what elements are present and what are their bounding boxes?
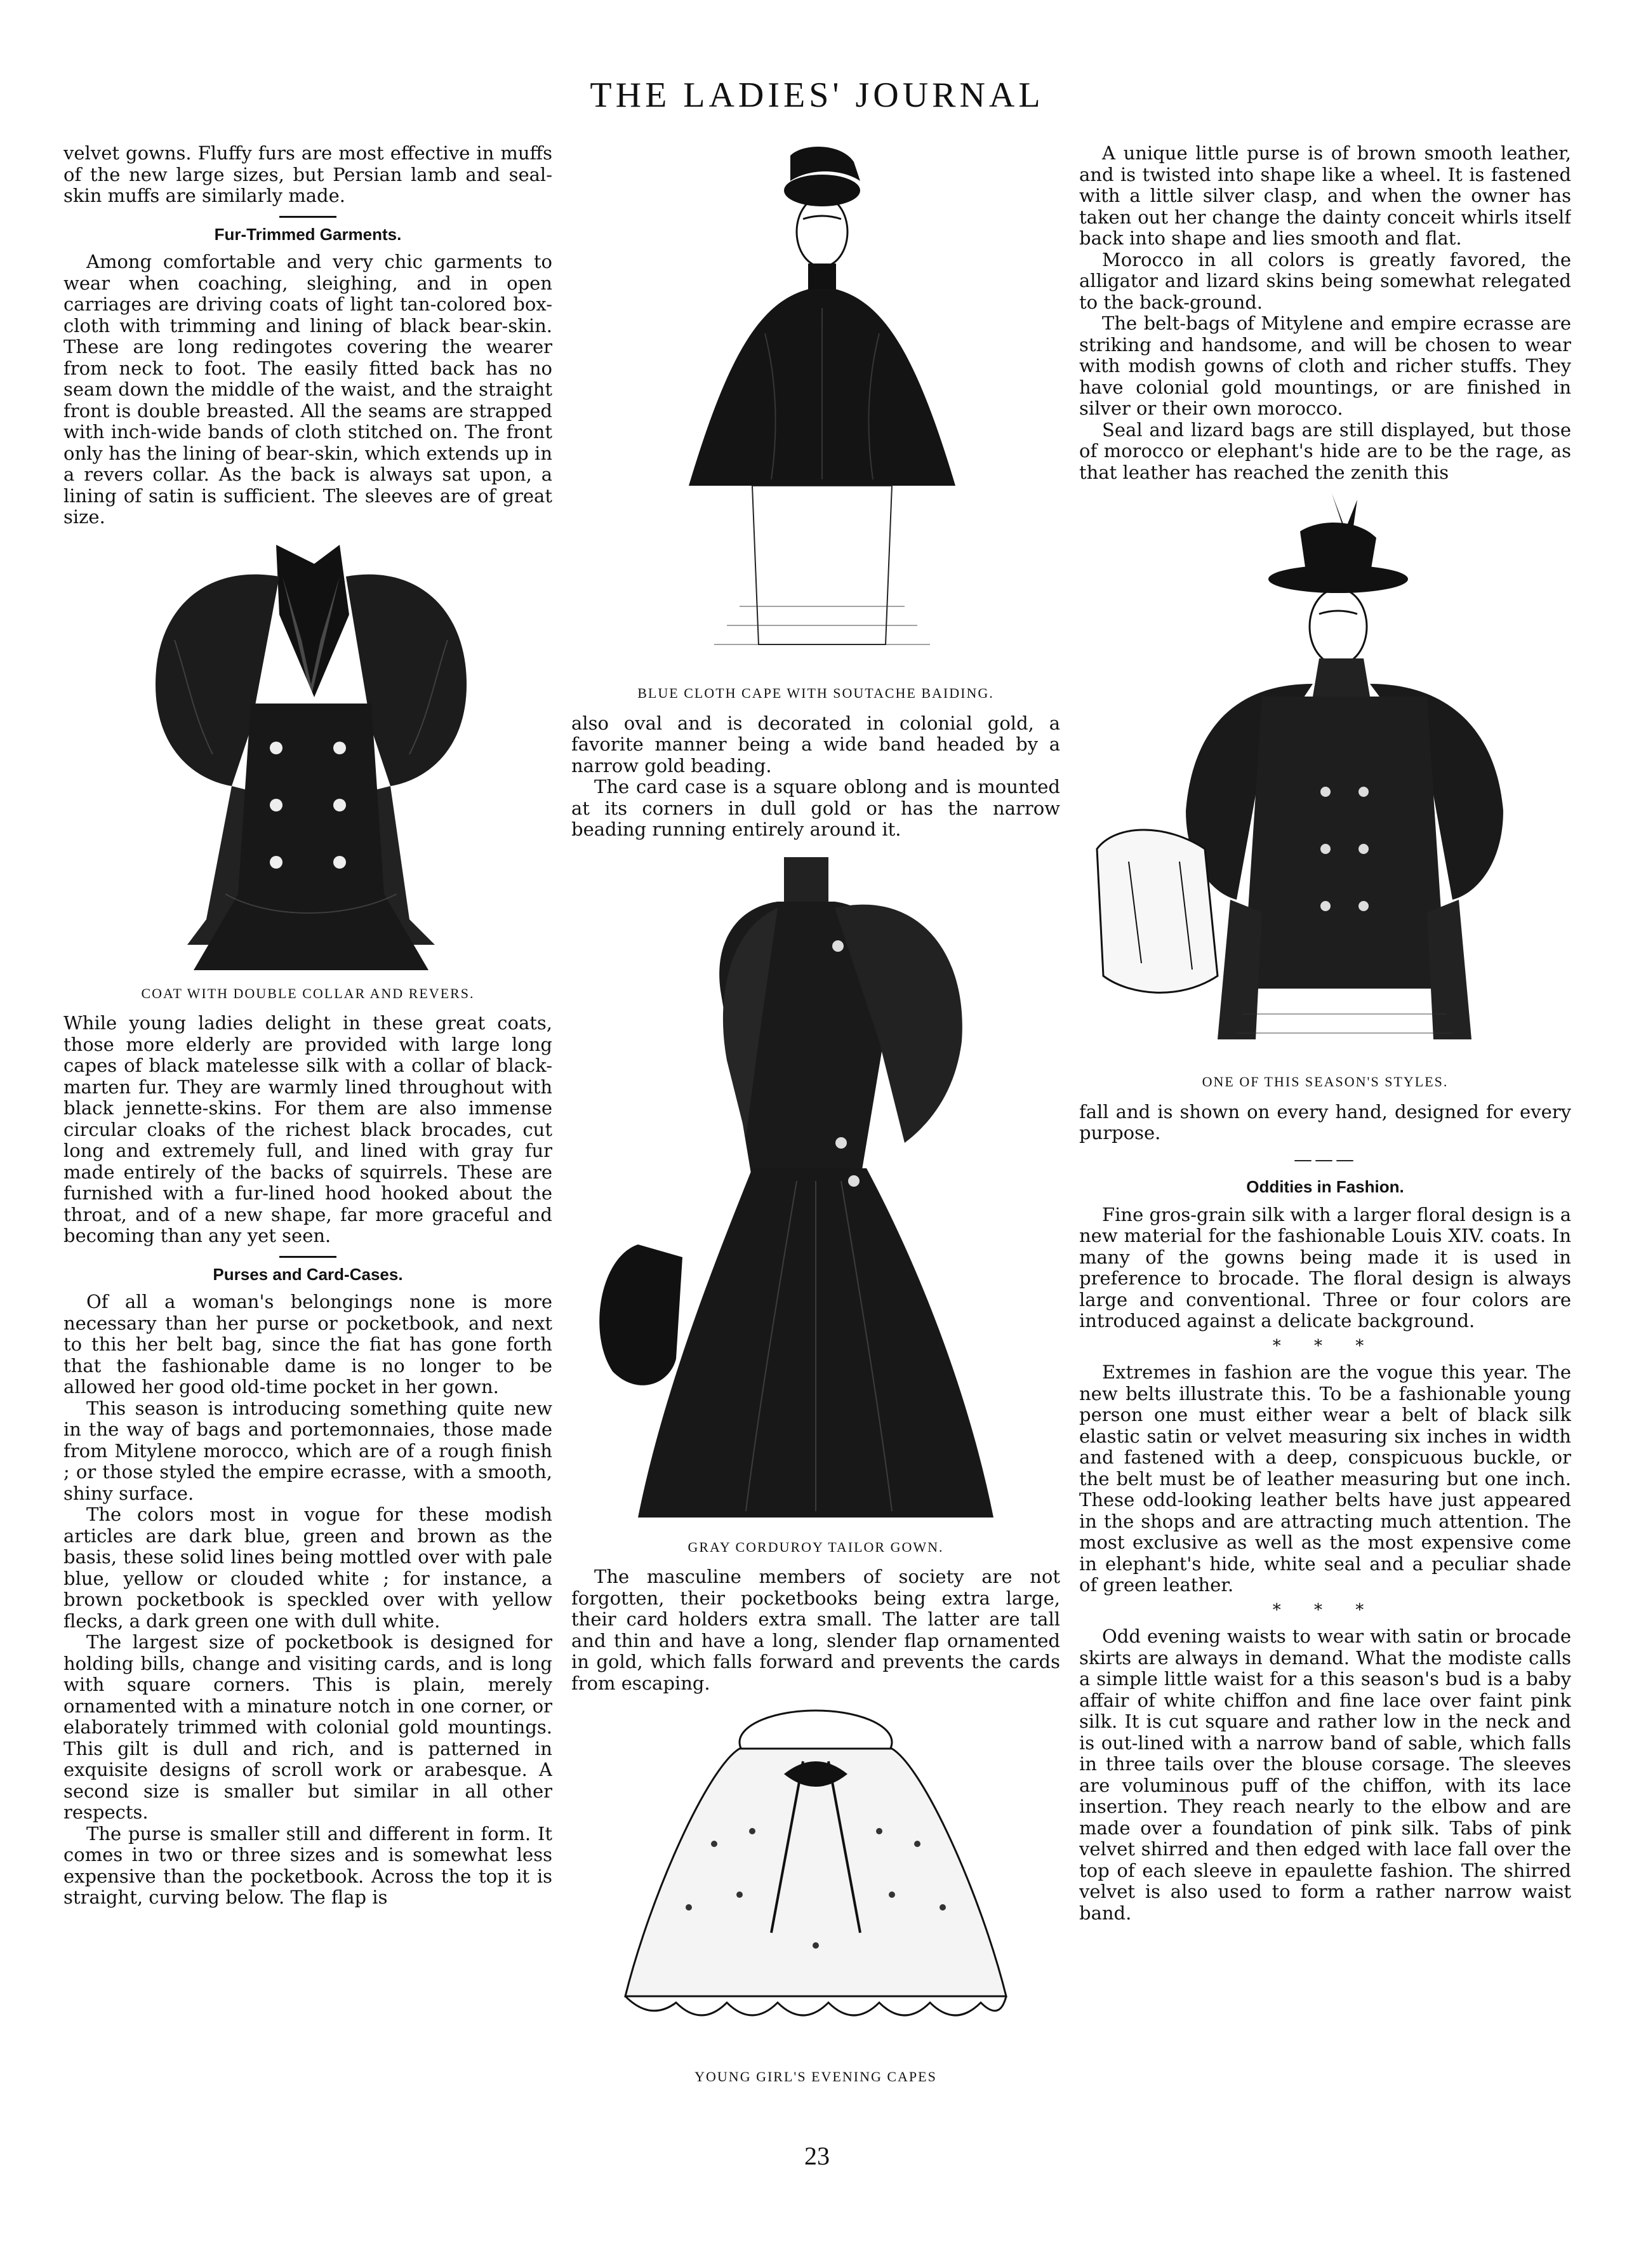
figure-caption: YOUNG GIRL'S EVENING CAPES: [694, 2069, 937, 2085]
evening-cape-illustration: [613, 1704, 1019, 2060]
coat-illustration: [130, 538, 486, 977]
paragraph: also oval and is decorated in colonial gold, a favorite manner being a wide band headed by a narrow gold beading.: [571, 712, 1060, 777]
illustration-cape: [571, 143, 1060, 704]
illustration-evening-cape: [571, 1704, 1060, 2088]
paragraph: Extremes in fashion are the vogue this year. The new belts illustrate this. To be a fashionable young person one must either wear a belt of black silk elastic satin or velvet measuring six inches in width and fastened with a deep, conspicuous buckle, or the belt must be of leather measuring but one inch. These odd-looking leather belts have just appeared in the shops and are attracting much attention. The most exclusive as well as the most expensive come in elephant's hide, white seal and a peculiar shade of green leather.: [1079, 1361, 1571, 1596]
paragraph: The largest size of pocketbook is designed for holding bills, change and visiting cards, and is long with square corners. This is plain, merely ornamented with a minature notch in one corner, or elaborately trimmed with colonial gold mountings. This gilt is dull and rich, and is patterned in exquisite designs of scroll work or arabesque. A second size is smaller but similar in all other respects.: [63, 1631, 552, 1823]
cape-illustration: [651, 143, 981, 676]
paragraph: The card case is a square oblong and is mounted at its corners in dull gold or has the narrow beading running entirely around it.: [571, 776, 1060, 840]
gown-illustration: [587, 851, 1044, 1530]
paragraph: A unique little purse is of brown smooth leather, and is twisted into shape like a wheel. It is fastened with a little silver clasp, and when the owner has taken out her change the dainty conceit whirls itself back into shape and lies smooth and flat.: [1079, 143, 1571, 249]
dash-ornament: ———: [1294, 1148, 1357, 1170]
illustration-coat: [63, 538, 552, 1004]
divider: [279, 216, 336, 218]
paragraph: fall and is shown on every hand, designed for every purpose.: [1079, 1100, 1571, 1144]
paragraph: The masculine members of society are not forgotten, their pocketbooks being extra large, their card holders extra small. The latter are tall and thin and have a long, slender flap ornamented in gold, which falls forward and prevents the cards from escaping.: [571, 1566, 1060, 1694]
paragraph: Fine gros-grain silk with a larger floral design is a new material for the fashionable Louis XIV. coats. In many of the gowns being made it is used in preference to brocade. The floral design is always large and conventional. Three or four colors are introduced against a delicate background.: [1079, 1203, 1571, 1331]
figure-caption: ONE OF THIS SEASON'S STYLES.: [1202, 1074, 1449, 1090]
illustration-seasons-style: [1079, 493, 1571, 1093]
paragraph: While young ladies delight in these great coats, those more elderly are provided with large long capes of black matelesse silk with a collar of black-marten fur. They are warmly lined throughout with black jennette-skins. For them are also immense circular cloaks of the richest black brocades, cut long and extremely full, and lined with gray fur made entirely of the backs of squirrels. These are furnished with a fur-lined hood hooked about the throat, and of a new shape, far more graceful and becoming than any yet seen.: [63, 1012, 552, 1246]
figure-caption: COAT WITH DOUBLE COLLAR AND REVERS.: [141, 985, 475, 1001]
figure-caption: GRAY CORDUROY TAILOR GOWN.: [687, 1538, 944, 1555]
paragraph: The colors most in vogue for these modish articles are dark blue, green and brown as the basis, these solid lines being mottled over with pale blue, yellow or clouded white ; for instance, a brown pocketbook is speckled over with yellow flecks, a dark green one with dull white.: [63, 1504, 552, 1632]
figure-caption: BLUE CLOTH CAPE WITH SOUTACHE BAIDING.: [637, 685, 994, 701]
seasons-style-illustration: [1091, 493, 1560, 1065]
section-heading: Fur-Trimmed Garments.: [214, 224, 402, 244]
paragraph: Morocco in all colors is greatly favored, the alligator and lizard skins being somewhat relegated to the back-ground.: [1079, 248, 1571, 313]
column-right: [1079, 143, 1571, 2160]
masthead-title: THE LADIES' JOURNAL: [590, 76, 1044, 115]
paragraph: This season is introducing something quite new in the way of bags and portemonnaies, those made from Mitylene morocco, which are of a rough finish ; or those styled the empire ecrasse, with a smooth, shiny surface.: [63, 1397, 552, 1504]
paragraph: The purse is smaller still and different in form. It comes in two or three sizes and is somewhat less expensive than the pocketbook. Across the top it is straight, curving below. The flap is: [63, 1822, 552, 1908]
paragraph: The belt-bags of Mitylene and empire ecrasse are striking and handsome, and will be chosen to wear with modish gowns of cloth and richer stuffs. They have colonial gold mountings, or are finished in silver or their own morocco.: [1079, 312, 1571, 419]
divider: [279, 1256, 336, 1258]
page-number: 23: [804, 2142, 830, 2170]
illustration-gown: [571, 851, 1060, 1558]
section-heading: Oddities in Fashion.: [1246, 1177, 1404, 1196]
column-middle: [571, 143, 1060, 2160]
paragraph: Of all a woman's belongings none is more necessary than her purse or pocketbook, and next to this her belt bag, since the fiat has gone forth that the fashionable dame is no longer to be allowed her good old-time pocket in her gown.: [63, 1291, 552, 1397]
section-heading: Purses and Card-Cases.: [213, 1264, 403, 1284]
paragraph: Seal and lizard bags are still displayed, but those of morocco or elephant's hide are to be the rage, as that leather has reached the zenith this: [1079, 418, 1571, 483]
column-left: [63, 143, 552, 2160]
asterism: * * *: [1272, 1336, 1378, 1356]
asterism: * * *: [1272, 1600, 1378, 1620]
paragraph: velvet gowns. Fluffy furs are most effective in muffs of the new large sizes, but Persian lamb and seal-skin muffs are similarly made.: [63, 143, 552, 206]
paragraph: Among comfortable and very chic garments to wear when coaching, sleighing, and in open carriages are driving coats of light tan-colored box-cloth with trimming and lining of black bear-skin. These are long redingotes covering the wearer from neck to foot. The easily fitted back has no seam down the middle of the waist, and the straight front is double breasted. All the seams are strapped with inch-wide bands of cloth stitched on. The front only has the lining of bear-skin, which extends up in a revers collar. As the back is always sat upon, a lining of satin is sufficient. The sleeves are of great size.: [63, 251, 552, 528]
paragraph: Odd evening waists to wear with satin or brocade skirts are always in demand. What the modiste calls a simple little waist for a this season's bud is a baby affair of white chiffon and fine lace over faint pink silk. It is cut square and rather low in the neck and is out-lined with a narrow band of sable, which falls in three tails over the blouse corsage. The sleeves are voluminous puff of the chiffon, with its lace insertion. They reach nearly to the elbow and are made over a foundation of pink silk. Tabs of pink velvet shirred and then edged with lace fall over the top of each sleeve in epaulette fashion. The shirred velvet is also used to form a rather narrow waist band.: [1079, 1625, 1571, 1924]
